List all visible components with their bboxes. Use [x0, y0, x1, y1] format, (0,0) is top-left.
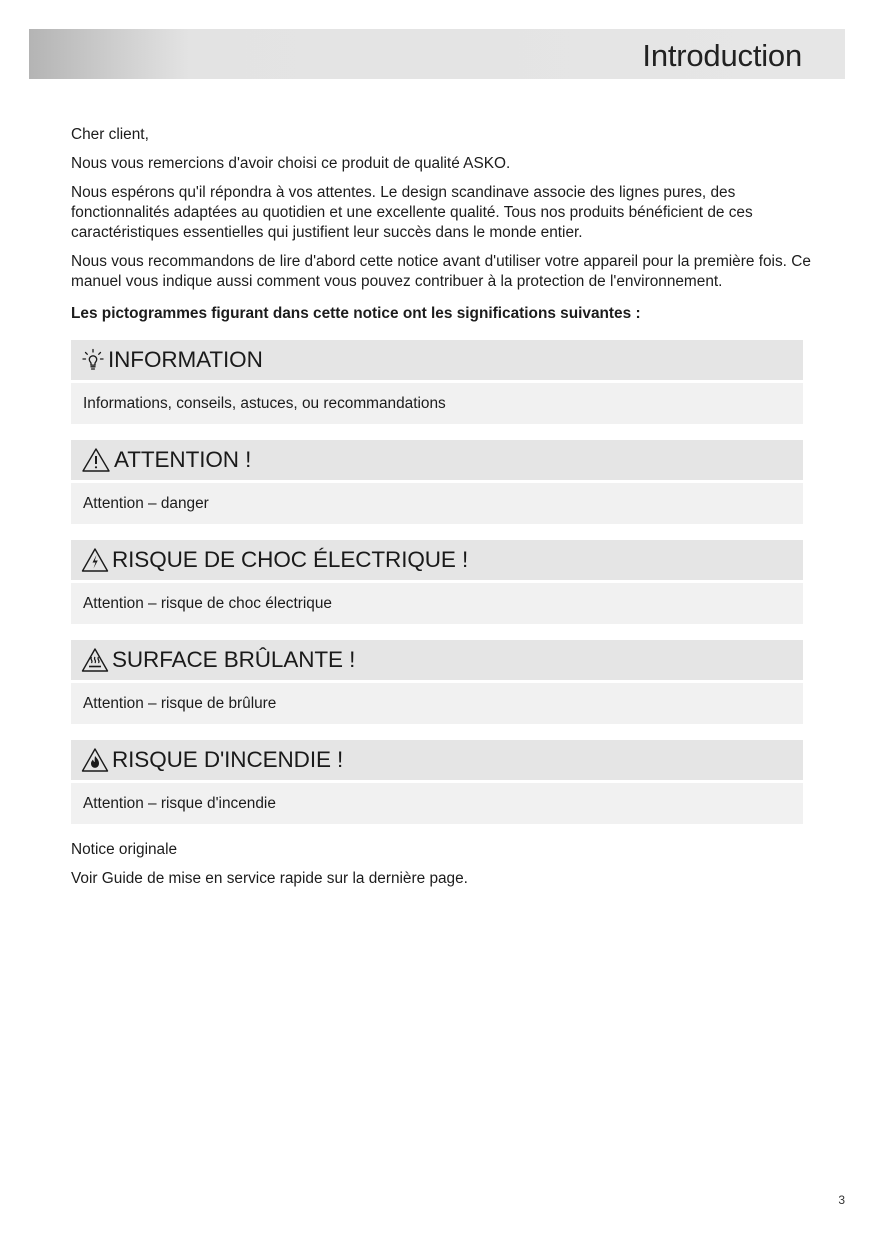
notice-fire [71, 740, 803, 824]
design-paragraph: Nous espérons qu'il répondra à vos attentes. Le design scandinave associe des lignes pures, des fonctionnalités adaptées au quotidien et une excellente qualité. Tous nos produits bénéficient de ces caractéristiques essentielles qui justifient leur succès dans le monde entier. [71, 184, 753, 241]
notice-body: Attention – risque d'incendie [71, 783, 803, 824]
page-number: 3 [838, 1193, 845, 1207]
notice-header [71, 340, 803, 380]
notice-title: SURFACE BRÛLANTE ! [112, 647, 356, 672]
notice-body: Attention – danger [71, 483, 803, 524]
greeting: Cher client, [71, 126, 149, 143]
lightbulb-icon [81, 348, 105, 372]
thanks-paragraph: Nous vous remercions d'avoir choisi ce produit de qualité ASKO. [71, 155, 511, 172]
pictograms-heading: Les pictogrammes figurant dans cette notice ont les significations suivantes : [71, 305, 641, 322]
notice-hot-surface [71, 640, 803, 724]
page-title: Introduction [642, 38, 802, 73]
notice-header [71, 640, 803, 680]
notice-title: ATTENTION ! [114, 447, 252, 472]
notice-title: INFORMATION [108, 347, 263, 372]
notice-body: Attention – risque de brûlure [71, 683, 803, 724]
electric-shock-icon [81, 547, 109, 573]
recommend-paragraph: Nous vous recommandons de lire d'abord cette notice avant d'utiliser votre appareil pour la première fois. Ce manuel vous indique aussi comment vous pouvez contribuer à la protection de l'environnement. [71, 253, 811, 290]
hot-surface-icon [81, 647, 109, 673]
notice-body: Attention – risque de choc électrique [71, 583, 803, 624]
notice-body: Informations, conseils, astuces, ou recommandations [71, 383, 803, 424]
notice-header [71, 540, 803, 580]
header-band [29, 29, 845, 79]
main-content [71, 125, 811, 898]
notice-title: RISQUE D'INCENDIE ! [112, 747, 344, 772]
warning-triangle-icon [81, 447, 111, 473]
original-notice-label: Notice originale [71, 841, 178, 858]
notice-electric-shock [71, 540, 803, 624]
fire-icon [81, 747, 109, 773]
notice-header [71, 740, 803, 780]
notice-title: RISQUE DE CHOC ÉLECTRIQUE ! [112, 547, 469, 572]
notice-information [71, 340, 803, 424]
notice-attention [71, 440, 803, 524]
quick-guide-reference: Voir Guide de mise en service rapide sur la dernière page. [71, 870, 468, 887]
notice-header [71, 440, 803, 480]
